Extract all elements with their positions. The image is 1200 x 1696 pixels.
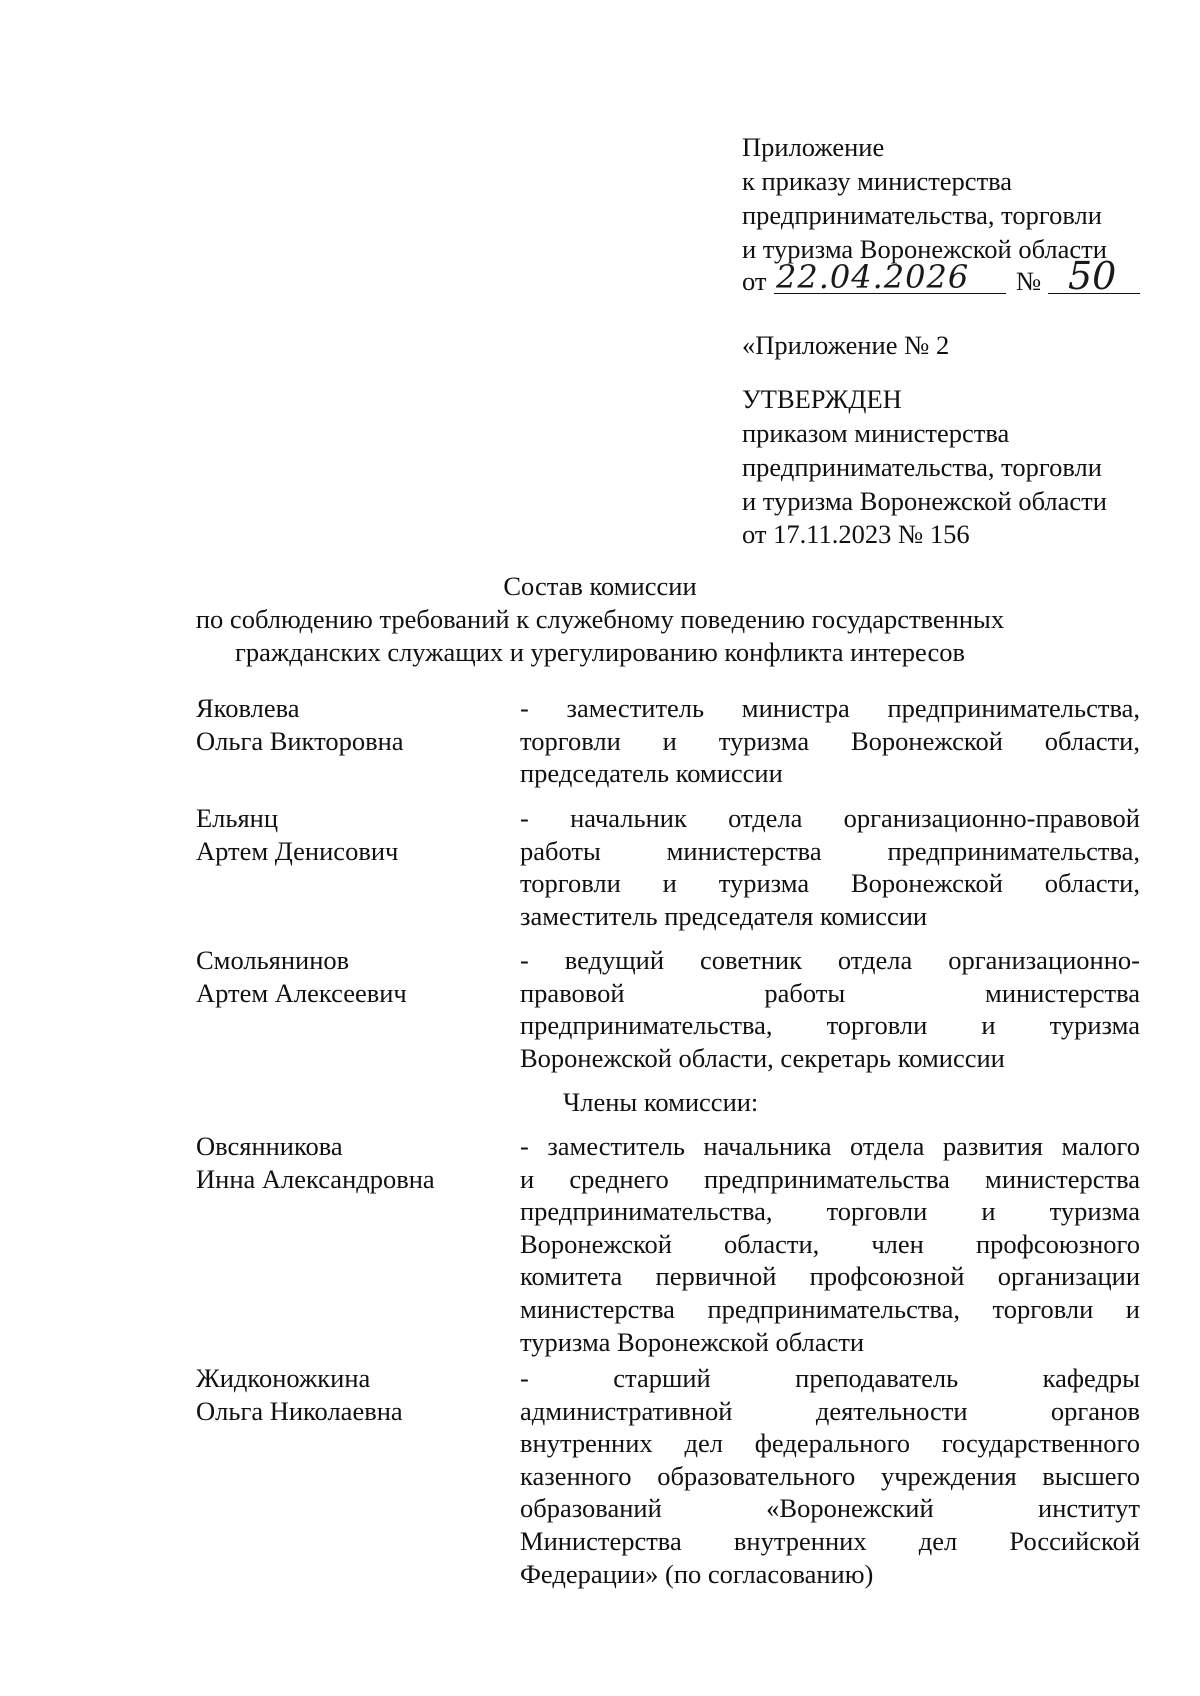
handwritten-date: 22.04.2026	[776, 258, 970, 296]
annex-line-4: и туризма Воронежской области	[742, 234, 1107, 264]
member-surname: Яковлева	[196, 693, 300, 723]
role-line: работы министерства предпринимательства,	[520, 835, 1140, 866]
role-line: внутренних дел федерального государственного	[520, 1428, 1140, 1459]
document-title: Состав комиссии	[503, 571, 697, 601]
role-line: Воронежской области, секретарь комиссии	[520, 1042, 1005, 1073]
annex-line-3: предпринимательства, торговли	[742, 200, 1102, 230]
role-line: Министерства внутренних дел Российской	[520, 1525, 1140, 1556]
approval-line-1: приказом министерства	[742, 418, 1010, 448]
role-line: - заместитель министра предпринимательства,	[520, 693, 1140, 723]
member-surname: Ельянц	[196, 803, 279, 833]
date-underline	[774, 293, 1006, 294]
approved-label: УТВЕРЖДЕН	[742, 384, 902, 414]
number-underline	[1048, 293, 1140, 294]
role-line: председатель комиссии	[520, 758, 783, 789]
member-given-name: Ольга Николаевна	[196, 1396, 403, 1426]
member-role	[520, 1130, 1140, 1358]
member-given-name: Артем Алексеевич	[196, 978, 407, 1008]
member-given-name: Ольга Викторовна	[196, 726, 404, 756]
member-surname: Жидконожкина	[196, 1363, 371, 1393]
document-subtitle-2: гражданских служащих и урегулированию конфликта интересов	[235, 637, 965, 667]
member-role	[520, 944, 1140, 1074]
handwritten-number: 50	[1068, 254, 1117, 298]
role-line: административной деятельности органов	[520, 1395, 1140, 1426]
role-line: предпринимательства, торговли и туризма	[520, 1010, 1140, 1041]
members-heading: Члены комиссии:	[563, 1087, 759, 1117]
role-line: - начальник отдела организационно-правовой	[520, 803, 1140, 833]
number-sign: №	[1016, 266, 1042, 296]
role-line: Воронежской области, член профсоюзного	[520, 1228, 1140, 1259]
role-line: торговли и туризма Воронежской области,	[520, 725, 1140, 756]
member-role	[520, 692, 1140, 790]
role-line: туризма Воронежской области	[520, 1326, 865, 1357]
member-surname: Смольянинов	[196, 945, 350, 975]
member-role	[520, 802, 1140, 932]
role-line: торговли и туризма Воронежской области,	[520, 868, 1140, 899]
member-given-name: Инна Александровна	[196, 1164, 435, 1194]
annex-line-2: к приказу министерства	[742, 166, 1013, 196]
annex-reference: «Приложение № 2	[742, 330, 950, 360]
role-line: - ведущий советник отдела организационно-	[520, 945, 1140, 975]
date-prefix: от	[742, 266, 767, 296]
role-line: заместитель председателя комиссии	[520, 900, 928, 931]
approval-line-2: предпринимательства, торговли	[742, 452, 1102, 482]
member-given-name: Артем Денисович	[196, 836, 399, 866]
role-line: - заместитель начальника отдела развития малого	[520, 1131, 1140, 1161]
role-line: Федерации» (по согласованию)	[520, 1558, 874, 1589]
member-surname: Овсянникова	[196, 1131, 343, 1161]
document-subtitle-1: по соблюдению требований к служебному поведению государственных	[195, 604, 1005, 634]
approval-line-3: и туризма Воронежской области	[742, 486, 1107, 516]
role-line: казенного образовательного учреждения высшего	[520, 1460, 1140, 1491]
member-role	[520, 1362, 1140, 1590]
role-line: образований «Воронежский институт	[520, 1493, 1140, 1524]
approval-line-4: от 17.11.2023 № 156	[742, 519, 970, 549]
role-line: - старший преподаватель кафедры	[520, 1363, 1140, 1393]
role-line: министерства предпринимательства, торговли и	[520, 1293, 1140, 1324]
annex-title: Приложение	[742, 132, 885, 162]
role-line: комитета первичной профсоюзной организации	[520, 1261, 1140, 1292]
role-line: и среднего предпринимательства министерства	[520, 1163, 1140, 1194]
role-line: предпринимательства, торговли и туризма	[520, 1196, 1140, 1227]
role-line: правовой работы министерства	[520, 977, 1140, 1008]
